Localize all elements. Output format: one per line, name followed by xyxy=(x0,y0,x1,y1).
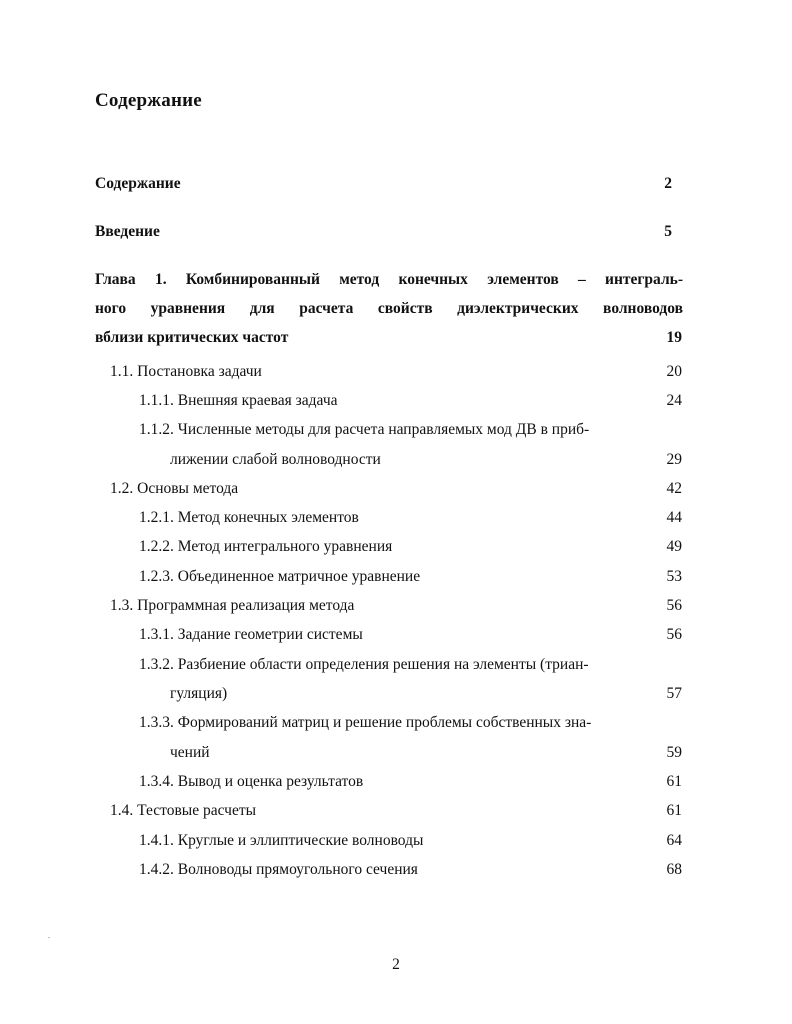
scan-speck xyxy=(48,937,50,938)
page-title: Содержание xyxy=(95,90,202,111)
toc-entry-label: Введение xyxy=(95,223,160,240)
page-number: 2 xyxy=(392,956,400,973)
toc-entry-page: 2 xyxy=(664,175,672,192)
toc-entry-label: Содержание xyxy=(95,175,181,192)
toc-entry-page: 19 xyxy=(666,329,682,346)
toc-entry-page: 5 xyxy=(664,223,672,240)
